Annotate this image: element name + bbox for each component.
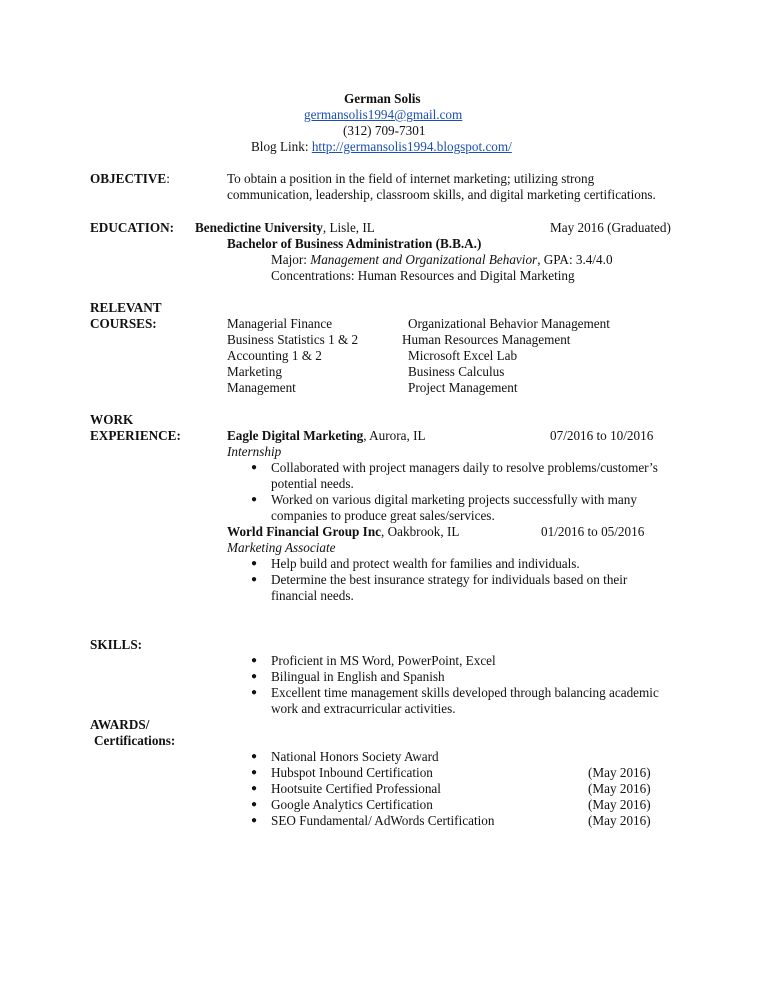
courses-heading-line1: RELEVANT [90, 300, 162, 315]
job1-bullet2-line2: companies to produce great sales/services. [271, 508, 495, 523]
course-item: Accounting 1 & 2 [227, 348, 322, 363]
phone-number: (312) 709-7301 [343, 123, 426, 138]
award-date: (May 2016) [588, 797, 651, 812]
job1-location: , Aurora, IL [363, 428, 426, 443]
bullet-icon: ● [251, 767, 258, 778]
bullet-icon: ● [251, 783, 258, 794]
job1-bullet1-line2: potential needs. [271, 476, 354, 491]
objective-heading [90, 171, 170, 187]
course-item: Management [227, 380, 296, 395]
skills-heading: SKILLS: [90, 637, 143, 652]
job1-dates: 07/2016 to 10/2016 [550, 428, 654, 443]
job1-bullet1-line1: Collaborated with project managers daily to resolve problems/customer’s [271, 460, 658, 475]
course-item: Business Calculus [408, 364, 505, 379]
awards-heading-line1: AWARDS/ [90, 717, 150, 732]
bullet-icon: ● [251, 655, 258, 666]
award-date: (May 2016) [588, 813, 651, 828]
bullet-icon: ● [251, 815, 258, 826]
job1-company-line [227, 428, 426, 444]
concentrations-line: Concentrations: Human Resources and Digital Marketing [271, 268, 575, 283]
email-link[interactable]: germansolis1994@gmail.com [304, 107, 463, 122]
job2-location: , Oakbrook, IL [381, 524, 460, 539]
award-name: National Honors Society Award [271, 749, 439, 764]
objective-text-line1: To obtain a position in the field of internet marketing; utilizing strong [227, 171, 595, 186]
job1-title: Internship [227, 444, 282, 459]
school-name: Benedictine University [195, 220, 323, 235]
bullet-icon: ● [251, 799, 258, 810]
education-heading: EDUCATION: [90, 220, 175, 235]
skill-item: Proficient in MS Word, PowerPoint, Excel [271, 653, 496, 668]
award-date: (May 2016) [588, 765, 651, 780]
gpa-value: , GPA: 3.4/4.0 [537, 252, 613, 267]
bullet-icon: ● [251, 574, 258, 585]
bullet-icon: ● [251, 558, 258, 569]
job2-bullet1: Help build and protect wealth for families and individuals. [271, 556, 580, 571]
skill-item-line2: work and extracurricular activities. [271, 701, 456, 716]
award-name: Google Analytics Certification [271, 797, 433, 812]
education-school-line [195, 220, 375, 236]
job2-bullet2-line2: financial needs. [271, 588, 354, 603]
job2-bullet2-line1: Determine the best insurance strategy for individuals based on their [271, 572, 628, 587]
degree-name: Bachelor of Business Administration (B.B.A.) [227, 236, 482, 251]
major-line [271, 252, 613, 268]
blog-link[interactable]: http://germansolis1994.blogspot.com/ [311, 139, 512, 154]
work-heading-line2: EXPERIENCE: [90, 428, 181, 443]
blog-label: Blog Link: [251, 139, 309, 154]
award-name: Hubspot Inbound Certification [271, 765, 433, 780]
work-heading-line1: WORK [90, 412, 134, 427]
candidate-name: German Solis [344, 91, 421, 106]
school-location: , Lisle, IL [322, 220, 375, 235]
objective-colon: : [166, 171, 170, 186]
course-item: Managerial Finance [227, 316, 333, 331]
job2-title: Marketing Associate [227, 540, 336, 555]
skill-item-line1: Excellent time management skills developed through balancing academic [271, 685, 659, 700]
skill-item: Bilingual in English and Spanish [271, 669, 445, 684]
award-date: (May 2016) [588, 781, 651, 796]
bullet-icon: ● [251, 687, 258, 698]
job2-dates: 01/2016 to 05/2016 [541, 524, 645, 539]
course-item: Organizational Behavior Management [408, 316, 610, 331]
bullet-icon: ● [251, 462, 258, 473]
course-item: Marketing [227, 364, 282, 379]
course-item: Project Management [408, 380, 518, 395]
objective-text-line2: communication, leadership, classroom skills, and digital marketing certifications. [227, 187, 656, 202]
blog-line [251, 139, 512, 155]
objective-label: OBJECTIVE [90, 171, 167, 186]
course-item: Human Resources Management [402, 332, 571, 347]
courses-heading-line2: COURSES: [90, 316, 157, 331]
job2-company-line [227, 524, 459, 540]
major-label: Major: [271, 252, 311, 267]
major-value: Management and Organizational Behavior [310, 252, 538, 267]
course-item: Microsoft Excel Lab [408, 348, 518, 363]
education-date: May 2016 (Graduated) [550, 220, 671, 235]
award-name: Hootsuite Certified Professional [271, 781, 441, 796]
award-name: SEO Fundamental/ AdWords Certification [271, 813, 495, 828]
job1-company: Eagle Digital Marketing [227, 428, 364, 443]
awards-heading-line2: Certifications: [94, 733, 176, 748]
bullet-icon: ● [251, 494, 258, 505]
bullet-icon: ● [251, 751, 258, 762]
bullet-icon: ● [251, 671, 258, 682]
job2-company: World Financial Group Inc [227, 524, 382, 539]
job1-bullet2-line1: Worked on various digital marketing projects successfully with many [271, 492, 637, 507]
course-item: Business Statistics 1 & 2 [227, 332, 359, 347]
